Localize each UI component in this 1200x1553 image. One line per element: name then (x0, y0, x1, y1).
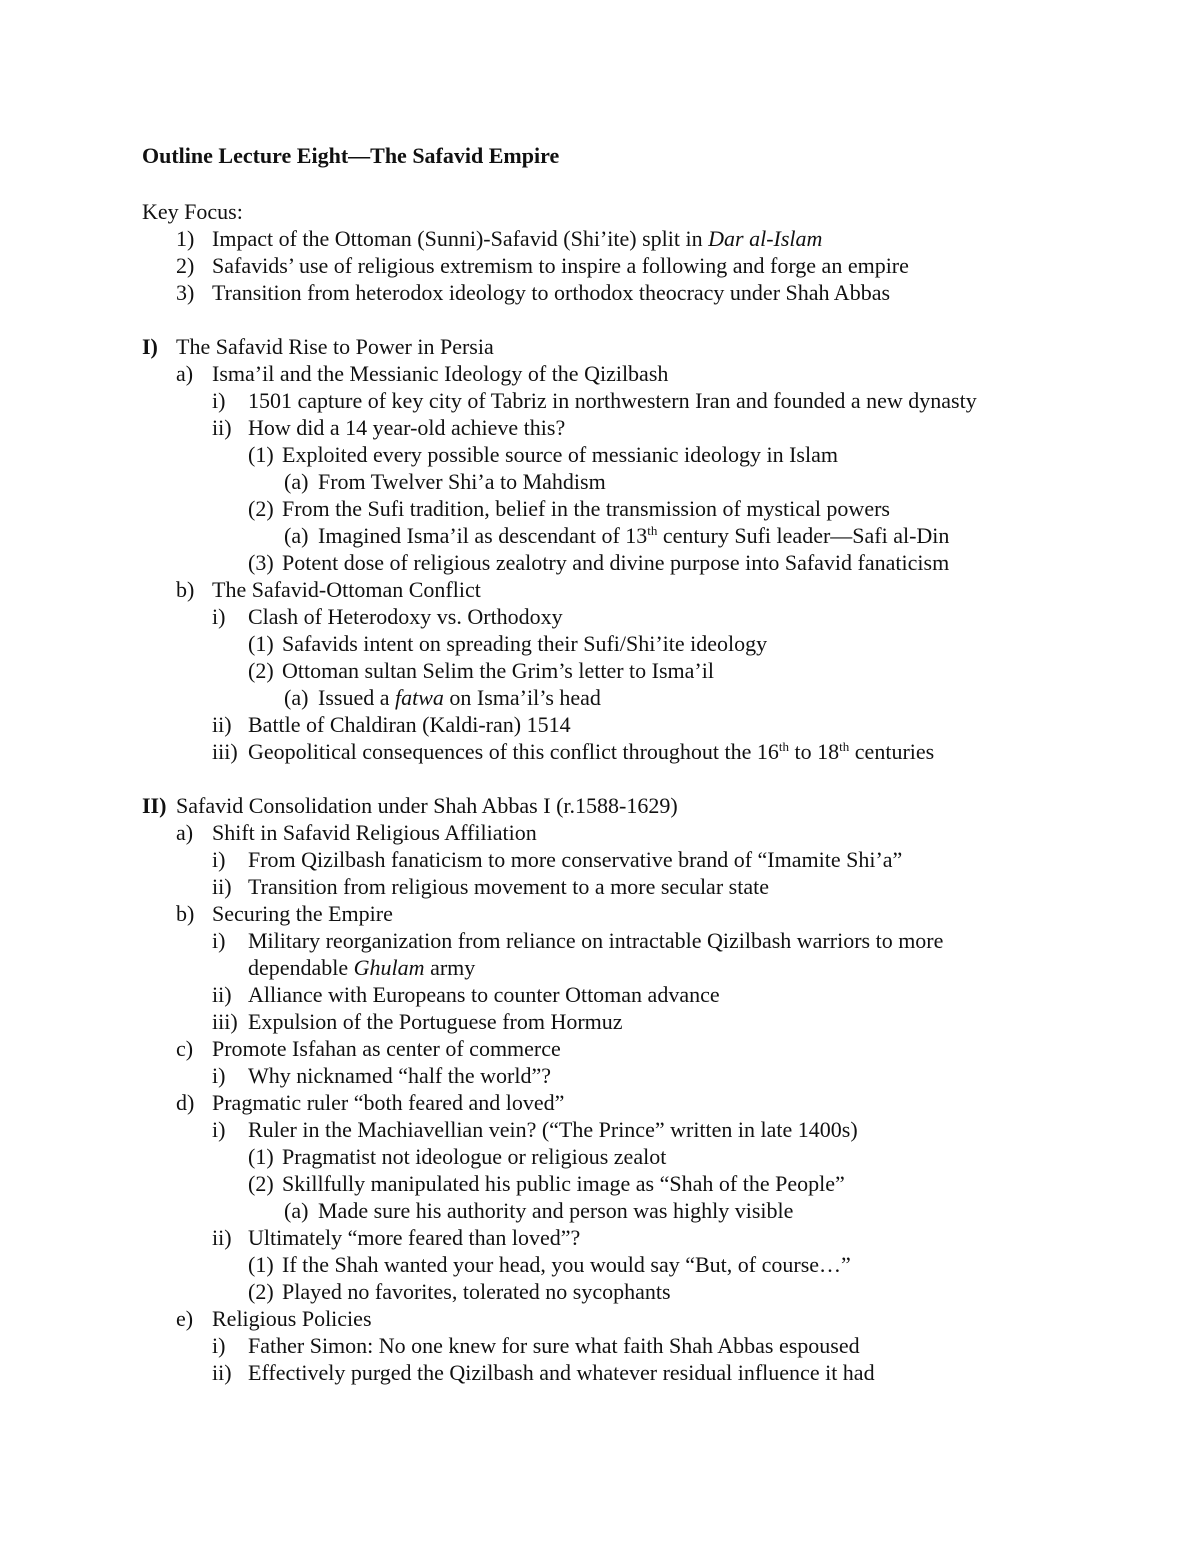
list-item-text (282, 549, 949, 576)
list-marker: a) (176, 361, 194, 386)
text-run: Securing the Empire (212, 901, 393, 926)
list-item-text (282, 441, 838, 468)
text-run: Battle of Chaldiran (Kaldi-ran) 1514 (248, 712, 571, 737)
text-run: on Isma’il’s head (443, 685, 601, 710)
list-marker: 3) (176, 280, 195, 305)
text-run: The Safavid-Ottoman Conflict (212, 577, 481, 602)
list-marker: ii) (212, 415, 232, 440)
text-run: Promote Isfahan as center of commerce (212, 1036, 561, 1061)
text-run: century Sufi leader—Safi al-Din (657, 523, 950, 548)
list-marker: b) (176, 577, 195, 602)
list-marker: i) (212, 1063, 226, 1088)
list-item-text (248, 1224, 580, 1251)
text-run: Safavids’ use of religious extremism to inspire a following and forge an empire (212, 253, 909, 278)
key-focus-label: Key Focus: (142, 199, 243, 224)
text-run: to 18 (789, 739, 840, 764)
list-item-text (212, 225, 822, 252)
text-run: Exploited every possible source of messianic ideology in Islam (282, 442, 838, 467)
text-run: Pragmatic ruler “both feared and loved” (212, 1090, 565, 1115)
text-run: Played no favorites, tolerated no sycophants (282, 1279, 671, 1304)
list-item-text (282, 630, 767, 657)
text-run: Ultimately “more feared than loved”? (248, 1225, 581, 1250)
list-item-text (212, 279, 890, 306)
text-run: Clash of Heterodoxy vs. Orthodoxy (248, 604, 563, 629)
list-marker: 1) (176, 226, 195, 251)
list-item-text (318, 522, 949, 549)
list-marker: (2) (248, 496, 274, 521)
list-marker: (1) (248, 1144, 274, 1169)
text-run: Expulsion of the Portuguese from Hormuz (248, 1009, 623, 1034)
list-marker: b) (176, 901, 195, 926)
italic-term: fatwa (394, 685, 444, 710)
list-marker: e) (176, 1306, 194, 1331)
section-marker: I) (142, 334, 158, 359)
list-item-text (248, 1332, 860, 1359)
ordinal-suffix: th (647, 523, 658, 538)
list-item-text (318, 1197, 793, 1224)
italic-term: Dar al-Islam (708, 226, 823, 251)
text-run: centuries (849, 739, 935, 764)
italic-term: Ghulam (353, 955, 425, 980)
text-run: From Twelver Shi’a to Mahdism (318, 469, 606, 494)
list-item-text (212, 1089, 564, 1116)
list-marker: (3) (248, 550, 274, 575)
list-marker: 2) (176, 253, 195, 278)
list-item-text (248, 1359, 875, 1386)
text-run: Father Simon: No one knew for sure what faith Shah Abbas espoused (248, 1333, 860, 1358)
list-marker: i) (212, 1117, 226, 1142)
ordinal-suffix: th (839, 739, 850, 754)
list-item-text (248, 711, 571, 738)
list-marker: (a) (284, 1198, 309, 1223)
list-item-text (248, 927, 943, 954)
list-marker: d) (176, 1090, 195, 1115)
section-marker: II) (142, 793, 167, 818)
text-run: How did a 14 year-old achieve this? (248, 415, 566, 440)
section-heading: Safavid Consolidation under Shah Abbas I (r.1588-1629) (176, 793, 678, 818)
list-item-text (212, 819, 537, 846)
text-run: Alliance with Europeans to counter Ottoman advance (248, 982, 720, 1007)
list-item-text (248, 1062, 551, 1089)
text-run: Pragmatist not ideologue or religious zealot (282, 1144, 667, 1169)
list-marker: iii) (212, 1009, 238, 1034)
text-run: If the Shah wanted your head, you would say “But, of course…” (282, 1252, 851, 1277)
text-run: Made sure his authority and person was highly visible (318, 1198, 794, 1223)
list-item-text (212, 1305, 372, 1332)
list-item-text (282, 657, 714, 684)
text-run: Effectively purged the Qizilbash and whatever residual influence it had (248, 1360, 875, 1385)
list-item-text (318, 684, 601, 711)
text-run: dependable (248, 955, 354, 980)
list-item-text (248, 981, 720, 1008)
text-run: 1501 capture of key city of Tabriz in northwestern Iran and founded a new dynasty (248, 388, 977, 413)
list-marker: i) (212, 388, 226, 413)
text-run: From the Sufi tradition, belief in the transmission of mystical powers (282, 496, 890, 521)
list-item-text (282, 495, 890, 522)
text-run: Geopolitical consequences of this conflict throughout the 16 (248, 739, 779, 764)
text-run: Transition from heterodox ideology to orthodox theocracy under Shah Abbas (212, 280, 891, 305)
text-run: Issued a (318, 685, 395, 710)
list-item-text (248, 414, 565, 441)
text-run: Potent dose of religious zealotry and divine purpose into Safavid fanaticism (282, 550, 950, 575)
list-marker: (2) (248, 1279, 274, 1304)
text-run: Religious Policies (212, 1306, 372, 1331)
list-marker: (a) (284, 685, 309, 710)
text-run: From Qizilbash fanaticism to more conservative brand of “Imamite Shi’a” (248, 847, 903, 872)
list-item-text (248, 846, 902, 873)
list-marker: (1) (248, 631, 274, 656)
list-item-text (282, 1143, 666, 1170)
list-item-text (282, 1251, 851, 1278)
text-run: Transition from religious movement to a more secular state (248, 874, 769, 899)
list-item-text (248, 954, 475, 981)
list-marker: (1) (248, 442, 274, 467)
ordinal-suffix: th (778, 739, 790, 754)
list-item-text (248, 873, 769, 900)
text-run: Why nicknamed “half the world”? (248, 1063, 551, 1088)
list-item-text (212, 1035, 561, 1062)
list-item-text (248, 1116, 858, 1143)
list-marker: i) (212, 847, 226, 872)
list-marker: (a) (284, 523, 309, 548)
list-item-text (212, 252, 909, 279)
list-marker: ii) (212, 1360, 232, 1385)
list-marker: c) (176, 1036, 194, 1061)
text-run: Military reorganization from reliance on intractable Qizilbash warriors to more (248, 928, 944, 953)
list-item-text (282, 1278, 671, 1305)
list-item-text (212, 900, 393, 927)
list-item-text (212, 576, 481, 603)
list-marker: (2) (248, 658, 274, 683)
text-run: Impact of the Ottoman (Sunni)-Safavid (Shi’ite) split in (212, 226, 709, 251)
list-marker: (1) (248, 1252, 274, 1277)
list-marker: i) (212, 928, 226, 953)
list-marker: ii) (212, 712, 232, 737)
text-run: Ottoman sultan Selim the Grim’s letter to Isma’il (282, 658, 714, 683)
list-item-text (318, 468, 606, 495)
list-marker: ii) (212, 982, 232, 1007)
text-run: army (424, 955, 476, 980)
text-run: Isma’il and the Messianic Ideology of the Qizilbash (212, 361, 669, 386)
list-marker: (a) (284, 469, 309, 494)
list-item-text (248, 738, 934, 765)
section-heading: The Safavid Rise to Power in Persia (176, 334, 494, 359)
list-item-text (212, 360, 668, 387)
page-title: Outline Lecture Eight—The Safavid Empire (142, 143, 560, 168)
list-marker: (2) (248, 1171, 274, 1196)
list-marker: iii) (212, 739, 238, 764)
text-run: Skillfully manipulated his public image as “Shah of the People” (282, 1171, 845, 1196)
list-item-text (248, 1008, 623, 1035)
list-marker: ii) (212, 874, 232, 899)
list-marker: i) (212, 604, 226, 629)
list-marker: ii) (212, 1225, 232, 1250)
text-run: Ruler in the Machiavellian vein? (“The Prince” written in late 1400s) (248, 1117, 858, 1142)
list-marker: i) (212, 1333, 226, 1358)
list-item-text (248, 387, 977, 414)
list-item-text (248, 603, 563, 630)
text-run: Imagined Isma’il as descendant of 13 (318, 523, 648, 548)
list-item-text (282, 1170, 845, 1197)
list-marker: a) (176, 820, 194, 845)
text-run: Shift in Safavid Religious Affiliation (212, 820, 537, 845)
text-run: Safavids intent on spreading their Sufi/Shi’ite ideology (282, 631, 768, 656)
